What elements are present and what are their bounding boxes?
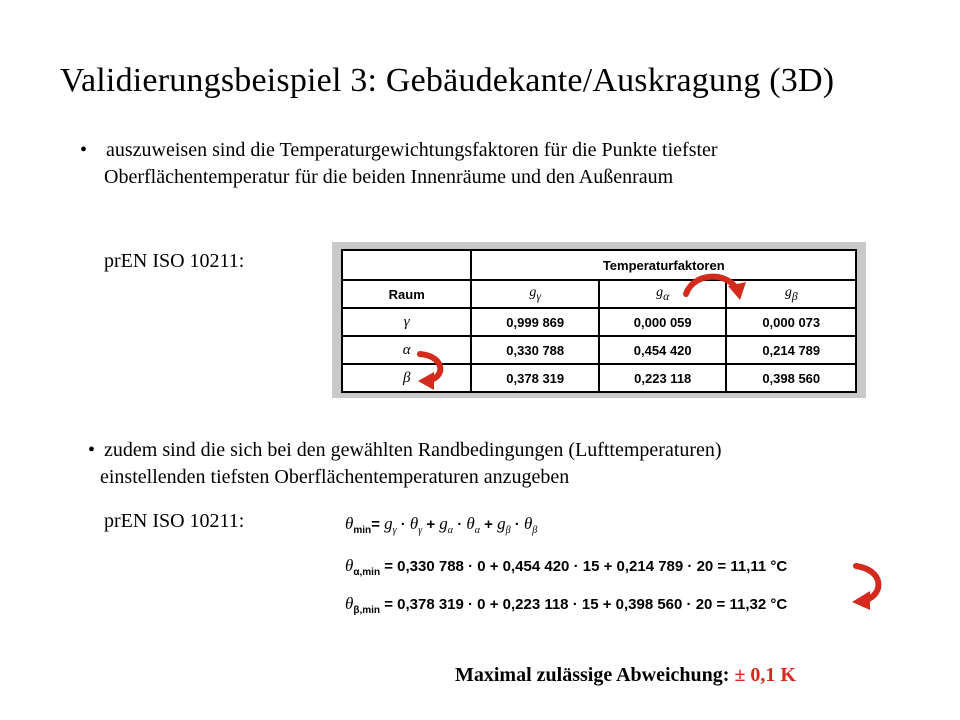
column-header-g-beta: $g_\beta$ <box>726 280 856 308</box>
raum-cell: α <box>342 336 471 364</box>
value-cell: 0,000 073 <box>726 308 856 336</box>
bullet-2-line-1: zudem sind die sich bei den gewählten Randbedingungen (Lufttemperaturen) <box>104 439 722 461</box>
value-cell: 0,378 319 <box>471 364 599 392</box>
formula-alpha-min: $\theta_{\alpha,min} = 0,330$ 788 · 0 + 0,454 420 · 15 + 0,214 789 · 20 = 11,11 °C <box>345 556 788 578</box>
value-cell: 0,000 059 <box>599 308 727 336</box>
standard-label-1: prEN ISO 10211: <box>104 250 245 272</box>
max-deviation-label: Maximal zulässige Abweichung: <box>455 664 730 686</box>
formula-beta-min: $\theta_{\beta,min} = 0,378$ 319 · 0 + 0,223 118 · 15 + 0,398 560 · 20 = 11,32 °C <box>345 594 788 616</box>
bullet-1-line-1: auszuweisen sind die Temperaturgewichtungsfaktoren für die Punkte tiefster <box>106 139 718 161</box>
slide-title: Validierungsbeispiel 3: Gebäudekante/Auskragung (3D) <box>60 62 835 99</box>
column-header-g-alpha: $g_\alpha$ <box>599 280 727 308</box>
max-deviation <box>455 664 796 687</box>
bullet-1-line-2: Oberflächentemperatur für die beiden Innenräume und den Außenraum <box>104 166 674 188</box>
table-row-header: Raum <box>342 280 471 308</box>
curved-arrow-icon <box>680 270 760 310</box>
curved-arrow-icon <box>850 560 890 610</box>
value-cell: 0,214 789 <box>726 336 856 364</box>
bullet-1 <box>80 137 718 163</box>
bullet-marker: • <box>80 139 88 161</box>
value-cell: 0,398 560 <box>726 364 856 392</box>
standard-label-2: prEN ISO 10211: <box>104 510 245 532</box>
max-deviation-value: ± 0,1 K <box>734 664 796 686</box>
raum-cell: β <box>342 364 471 392</box>
bullet-2 <box>88 437 722 463</box>
value-cell: 0,454 420 <box>599 336 727 364</box>
bullet-marker: • <box>88 439 96 461</box>
value-cell: 0,330 788 <box>471 336 599 364</box>
table-row <box>342 308 856 336</box>
raum-cell: γ <box>342 308 471 336</box>
column-header-g-gamma: $g_\gamma$ <box>471 280 599 308</box>
table-corner-cell <box>342 250 471 280</box>
table-group-header: Temperaturfaktoren <box>471 250 856 280</box>
bullet-2-line-2: einstellenden tiefsten Oberflächentemperaturen anzugeben <box>100 466 570 488</box>
value-cell: 0,999 869 <box>471 308 599 336</box>
value-cell: 0,223 118 <box>599 364 727 392</box>
formula-general: $\theta_{min}= g_\gamma \cdot \theta_\gamma + g_\alpha \cdot \theta_\alpha + g_\beta \cdot \theta_\beta$ <box>345 514 538 536</box>
curved-arrow-icon <box>414 350 454 394</box>
